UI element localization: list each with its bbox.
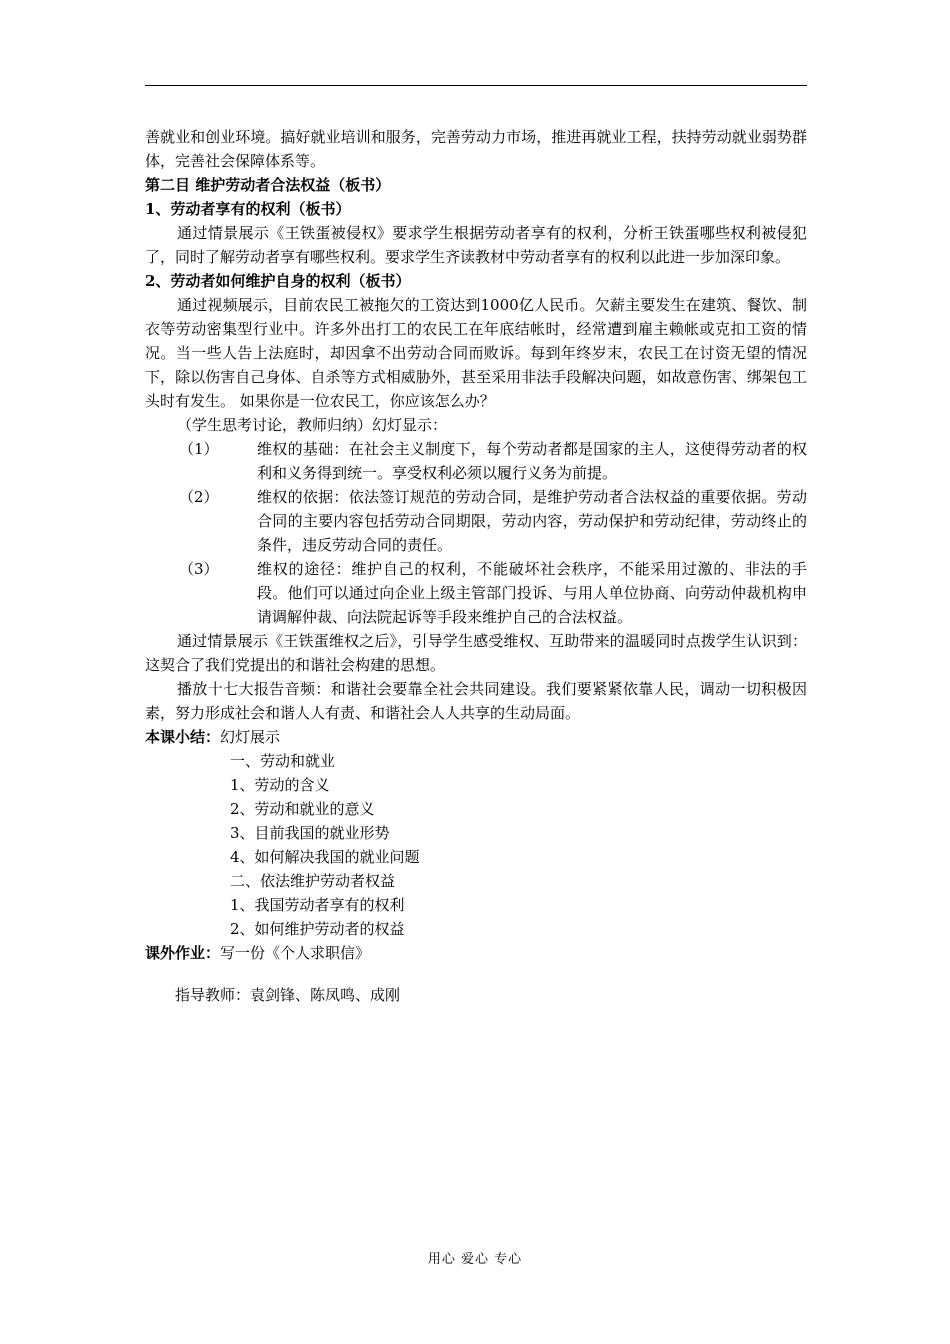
paragraph-rights: 通过情景展示《王铁蛋被侵权》要求学生根据劳动者享有的权利，分析王铁蛋哪些权利被侵犯了，同时了解劳动者享有哪些权利。要求学生齐读教材中劳动者享有的权利以此进一步加深印象。 (145, 224, 807, 266)
header-rule (145, 85, 807, 86)
paragraph-video: 通过视频展示，目前农民工被拖欠的工资达到1000亿人民币。欠薪主要发生在建筑、餐饮、制衣等劳动密集型行业中。许多外出打工的农民工在年底结帐时，经常遭到雇主赖帐或克扣工资的情况。当一些人告上法庭时，却因拿不出劳动合同而败诉。每到年终岁末，农民工在讨资无望的情况下，除以伤害自己身体、自杀等方式相威胁外，甚至采用非法手段解决问题，如故意伤害、绑架包工头时有发生。 如果你是一位农民工，你应该怎么办？ (145, 296, 807, 410)
subheading-rights: 1、劳动者享有的权利（板书） (145, 200, 351, 218)
summary-item: 一、劳动和就业 (230, 752, 336, 770)
homework-label: 课外作业： (145, 944, 221, 962)
summary-item: 1、我国劳动者享有的权利 (230, 896, 405, 914)
paragraph-report-audio: 播放十七大报告音频：和谐社会要靠全社会共同建设。我们要紧紧依靠人民，调动一切积极因素，努力形成社会和谐人人有责、和谐社会人人共享的生动局面。 (145, 680, 807, 722)
summary-item: 4、如何解决我国的就业问题 (230, 848, 420, 866)
list-item-text: 维权的途径：维护自己的权利，不能破坏社会秩序，不能采用过激的、非法的手段。他们可以通过向企业上级主管部门投诉、与用人单位协商、向劳动仲裁机构申请调解仲裁、向法院起诉等手段来维护自己的合法权益。 (257, 560, 807, 626)
list-item (145, 557, 807, 629)
homework-line (145, 941, 807, 965)
paragraph-continuation: 善就业和创业环境。搞好就业培训和服务，完善劳动力市场，推进再就业工程，扶持劳动就业弱势群体，完善社会保障体系等。 (145, 128, 807, 170)
list-item-text: 维权的基础：在社会主义制度下，每个劳动者都是国家的主人，这使得劳动者的权利和义务得到统一。享受权利必须以履行义务为前提。 (257, 440, 807, 482)
list-item (145, 437, 807, 485)
homework-text: 写一份《个人求职信》 (220, 944, 371, 962)
summary-item: 2、如何维护劳动者的权益 (230, 920, 405, 938)
list-item-number: （1） (179, 440, 219, 458)
summary-item: 2、劳动和就业的意义 (230, 800, 375, 818)
paragraph-after-case: 通过情景展示《王铁蛋维权之后》，引导学生感受维权、互助带来的温暖同时点拨学生认识到：这契合了我们党提出的和谐社会构建的思想。 (145, 632, 807, 674)
summary-item: 二、依法维护劳动者权益 (230, 872, 396, 890)
document-body (145, 125, 807, 1007)
subheading-protect-rights: 2、劳动者如何维护自身的权利（板书） (145, 272, 411, 290)
list-item (145, 485, 807, 557)
list-item-number: （3） (179, 560, 219, 578)
paragraph-discussion: （学生思考讨论，教师归纳）幻灯显示： (177, 416, 448, 434)
summary-item: 3、目前我国的就业形势 (230, 824, 390, 842)
summary-text: 幻灯展示 (220, 728, 281, 746)
summary-line (145, 725, 807, 749)
list-item-text: 维权的依据：依法签订规范的劳动合同，是维护劳动者合法权益的重要依据。劳动合同的主要内容包括劳动合同期限，劳动内容，劳动保护和劳动纪律，劳动终止的条件，违反劳动合同的责任。 (257, 488, 807, 554)
summary-item: 1、劳动的含义 (230, 776, 330, 794)
page-footer: 用心 爱心 专心 (427, 1252, 523, 1267)
summary-label: 本课小结： (145, 728, 221, 746)
list-item-number: （2） (179, 488, 219, 506)
teacher-credit: 指导教师：袁剑锋、陈凤鸣、成刚 (175, 986, 401, 1004)
section-heading: 第二目 维护劳动者合法权益（板书） (145, 176, 391, 194)
